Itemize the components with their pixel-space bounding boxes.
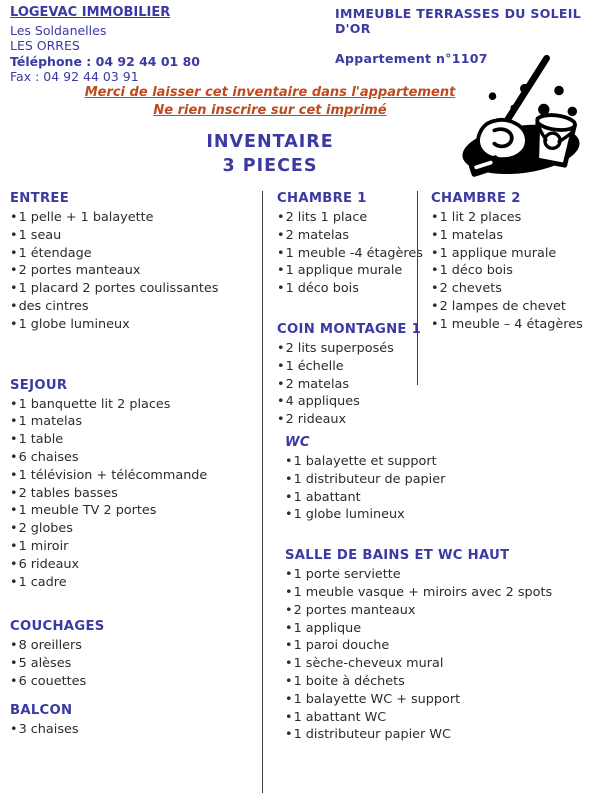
item-text: 2 portes manteaux [293, 602, 416, 618]
bullet-icon: • [277, 281, 285, 297]
item-text: 1 miroir [18, 538, 69, 554]
item-text: 6 couettes [18, 673, 87, 689]
item-text: 1 déco bois [439, 263, 513, 279]
item-text: 1 banquette lit 2 places [18, 396, 171, 412]
item-text: 1 distributeur de papier [293, 471, 446, 487]
bullet-icon: • [431, 281, 439, 297]
item-text: 1 applique [293, 620, 362, 636]
item-text: 1 placard 2 portes coulissantes [18, 281, 219, 297]
list-item [285, 566, 612, 584]
item-text: 1 distributeur papier WC [293, 727, 451, 743]
section-title-couchages: COUCHAGES [10, 619, 105, 635]
section-entree [10, 190, 266, 334]
list-item [431, 280, 612, 298]
notice-line-1: Merci de laisser cet inventaire dans l'appartement [84, 85, 456, 100]
list-item [10, 449, 266, 467]
list-item [277, 358, 612, 376]
item-text: 1 échelle [285, 358, 344, 374]
item-text: 1 sèche-cheveux mural [293, 656, 444, 672]
bullet-icon: • [10, 574, 18, 590]
item-text: 2 rideaux [285, 412, 347, 428]
bullet-icon: • [285, 489, 293, 505]
item-text: 1 matelas [439, 227, 504, 243]
bullet-icon: • [431, 316, 439, 332]
list-item [10, 721, 266, 739]
list-item [285, 709, 612, 727]
list-item [10, 209, 266, 227]
list-item [285, 471, 612, 489]
bullet-icon: • [10, 263, 18, 279]
item-text: 2 lampes de chevet [439, 298, 566, 314]
list-item [10, 520, 266, 538]
item-text: 1 meuble -4 étagères [285, 245, 423, 261]
bullet-icon: • [285, 656, 293, 672]
bullet-icon: • [10, 432, 18, 448]
item-text: 2 portes manteaux [18, 263, 141, 279]
section-title-sejour: SEJOUR [10, 377, 68, 393]
list-item [431, 298, 612, 316]
bullet-icon: • [431, 263, 439, 279]
notice-line-2: Ne rien inscrire sur cet imprimé [153, 103, 387, 118]
bullet-icon: • [10, 449, 18, 465]
item-text: 2 matelas [285, 376, 350, 392]
bullet-icon: • [285, 620, 293, 636]
item-text: 3 chaises [18, 721, 79, 737]
list-item [10, 655, 266, 673]
list-item [285, 620, 612, 638]
item-text: 1 meuble TV 2 portes [18, 503, 157, 519]
list-item [10, 280, 266, 298]
section-title-entree: ENTREE [10, 191, 70, 206]
bullet-icon: • [285, 584, 293, 600]
bullet-icon: • [10, 210, 18, 225]
agency-address-line: Les Soldanelles [10, 22, 107, 38]
section-balcon [10, 702, 266, 739]
bullet-icon: • [277, 340, 285, 356]
list-item [285, 691, 612, 709]
list-item [431, 316, 612, 334]
bullet-icon: • [277, 376, 285, 392]
bullet-icon: • [277, 245, 285, 261]
item-text: 1 déco bois [285, 281, 359, 297]
agency-phone: Téléphone : 04 92 44 01 80 [10, 53, 201, 69]
bullet-icon: • [285, 602, 293, 618]
bullet-icon: • [10, 298, 18, 314]
bullet-icon: • [285, 727, 293, 743]
section-wc [277, 434, 612, 524]
list-item [10, 485, 266, 503]
list-item [285, 655, 612, 673]
item-text: 1 table [18, 432, 64, 448]
item-text: 1 balayette WC + support [293, 691, 461, 707]
agency-city: LES ORRES [10, 38, 80, 53]
item-text: 1 meuble vasque + miroirs avec 2 spots [293, 584, 553, 600]
bullet-icon: • [10, 673, 18, 689]
list-item [10, 298, 266, 316]
list-item [10, 673, 266, 691]
bullet-icon: • [431, 227, 439, 243]
bullet-icon: • [10, 316, 18, 332]
item-text: 2 lits superposés [285, 340, 394, 356]
bullet-icon: • [10, 396, 18, 412]
item-text: 2 matelas [285, 227, 350, 243]
list-item [431, 245, 612, 263]
item-text: 1 applique murale [439, 245, 557, 261]
list-item [285, 726, 612, 744]
item-text: 1 lit 2 places [439, 210, 522, 225]
item-text: 1 porte serviette [293, 567, 401, 583]
list-item [277, 411, 612, 429]
bullet-icon: • [10, 485, 18, 501]
bullet-icon: • [285, 567, 293, 583]
item-text: 8 oreillers [18, 638, 82, 654]
list-item [10, 245, 266, 263]
bullet-icon: • [10, 281, 18, 297]
bullet-icon: • [277, 227, 285, 243]
section-couchages [10, 618, 266, 690]
item-text: 4 appliques [285, 394, 360, 410]
section-title-wc: WC [285, 434, 310, 450]
bullet-icon: • [285, 673, 293, 689]
item-text: 2 globes [18, 521, 73, 537]
bullet-icon: • [10, 638, 18, 654]
item-text: 2 lits 1 place [285, 210, 368, 225]
section-coin-montagne-1 [277, 321, 612, 429]
bullet-icon: • [10, 227, 18, 243]
list-item [10, 431, 266, 449]
bullet-icon: • [277, 394, 285, 410]
item-text: 1 pelle + 1 balayette [18, 210, 154, 225]
bullet-icon: • [285, 691, 293, 707]
item-text: 1 abattant [293, 489, 361, 505]
bullet-icon: • [10, 503, 18, 519]
item-text: 6 chaises [18, 449, 79, 465]
list-item [10, 637, 266, 655]
agency-fax: Fax : 04 92 44 03 91 [10, 69, 139, 84]
section-title-balcon: BALCON [10, 702, 73, 718]
list-item [10, 502, 266, 520]
item-text: 1 télévision + télécommande [18, 467, 208, 483]
bullet-icon: • [277, 412, 285, 428]
list-item [10, 538, 266, 556]
page-title-line-1: INVENTAIRE [206, 132, 334, 152]
item-text: 1 globe lumineux [293, 507, 405, 523]
bullet-icon: • [431, 298, 439, 314]
bullet-icon: • [277, 358, 285, 374]
list-item [277, 376, 612, 394]
item-text: 1 seau [18, 227, 62, 243]
item-text: 1 paroi douche [293, 638, 390, 654]
agency-name: LOGEVAC IMMOBILIER [10, 5, 171, 20]
list-item [277, 340, 612, 358]
item-text: 6 rideaux [18, 556, 80, 572]
item-text: 1 globe lumineux [18, 316, 130, 332]
item-text: 1 cadre [18, 574, 67, 590]
bullet-icon: • [285, 471, 293, 487]
bullet-icon: • [285, 453, 293, 469]
bullet-icon: • [431, 245, 439, 261]
item-text: 1 étendage [18, 245, 92, 261]
bullet-icon: • [431, 210, 439, 225]
item-text: des cintres [18, 298, 89, 314]
item-text: 1 meuble – 4 étagères [439, 316, 583, 332]
item-text: 2 tables basses [18, 485, 118, 501]
bullet-icon: • [10, 467, 18, 483]
column-right [431, 190, 612, 334]
item-text: 1 boite à déchets [293, 673, 405, 689]
bullet-icon: • [10, 721, 18, 737]
agency-block [10, 5, 200, 85]
bullet-icon: • [285, 638, 293, 654]
item-text: 1 matelas [18, 414, 83, 430]
bullet-icon: • [10, 245, 18, 261]
list-item [285, 637, 612, 655]
cleaning-mop-and-bucket-clipart [445, 50, 597, 188]
section-title-chambre-2: CHAMBRE 2 [431, 191, 521, 206]
list-item [285, 673, 612, 691]
section-salle-de-bains [277, 547, 612, 744]
list-item [431, 227, 612, 245]
bullet-icon: • [10, 656, 18, 672]
list-item [10, 262, 266, 280]
section-title-salle-de-bains: SALLE DE BAINS ET WC HAUT [285, 548, 510, 564]
list-item [10, 467, 266, 485]
column-divider-right [417, 191, 418, 385]
bullet-icon: • [277, 263, 285, 279]
list-item [285, 453, 612, 471]
list-item [431, 262, 612, 280]
section-chambre-2 [431, 190, 612, 334]
item-text: 1 applique murale [285, 263, 403, 279]
section-sejour [10, 377, 266, 592]
list-item [285, 489, 612, 507]
building-name: IMMEUBLE TERRASSES DU SOLEIL D'OR [335, 6, 581, 36]
section-title-chambre-1: CHAMBRE 1 [277, 191, 367, 206]
bullet-icon: • [285, 709, 293, 725]
bullet-icon: • [10, 556, 18, 572]
bullet-icon: • [277, 210, 285, 225]
list-item [10, 396, 266, 414]
list-item [10, 227, 266, 245]
section-title-coin-montagne-1: COIN MONTAGNE 1 [277, 321, 422, 337]
list-item [10, 556, 266, 574]
item-text: 1 abattant WC [293, 709, 387, 725]
item-text: 2 chevets [439, 281, 502, 297]
list-item [431, 209, 612, 227]
list-item [10, 574, 266, 592]
list-item [285, 602, 612, 620]
page-title-line-2: 3 PIECES [222, 156, 318, 176]
bullet-icon: • [10, 538, 18, 554]
list-item [285, 506, 612, 524]
item-text: 1 balayette et support [293, 453, 437, 469]
bullet-icon: • [10, 414, 18, 430]
bullet-icon: • [285, 507, 293, 523]
list-item [285, 584, 612, 602]
column-left [10, 190, 266, 739]
list-item [277, 393, 612, 411]
bullet-icon: • [10, 521, 18, 537]
apartment-number: Appartement n°1107 [335, 51, 488, 66]
item-text: 5 alèses [18, 656, 72, 672]
column-divider-left [262, 191, 263, 793]
list-item [10, 413, 266, 431]
list-item [10, 316, 266, 334]
